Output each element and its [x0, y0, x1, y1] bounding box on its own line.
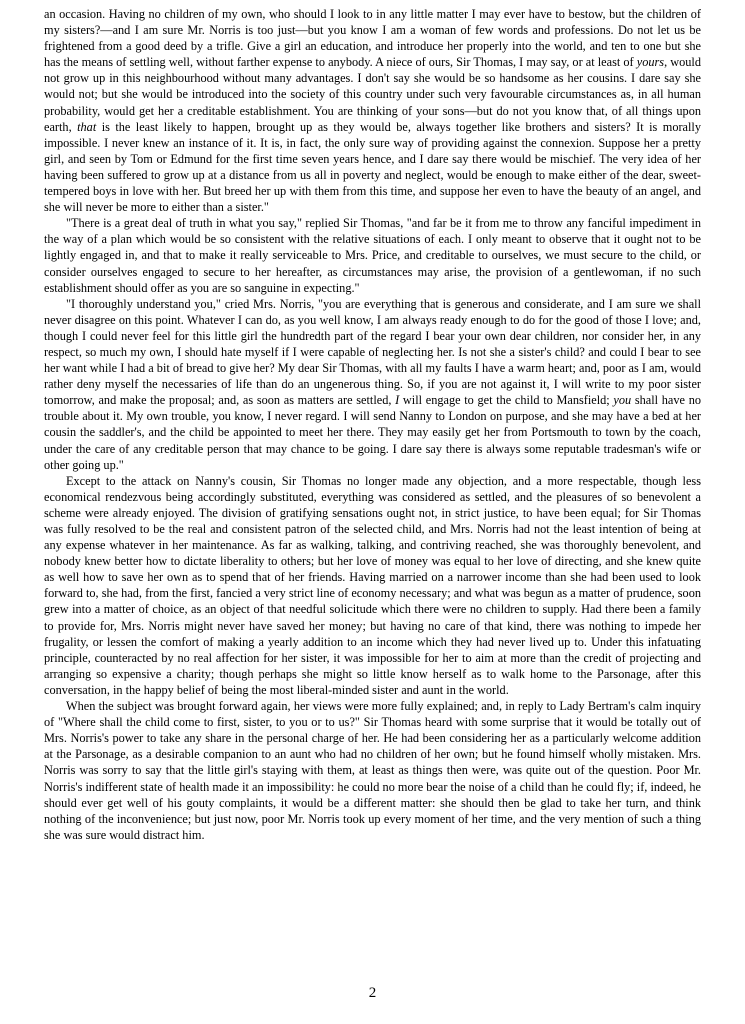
paragraph: "I thoroughly understand you," cried Mrs. Norris, "you are everything that is generous and considerate, and I am sure we shall never disagree on this point. Whatever I can do, as you well know, I am always ready enough to do for the good of those I love; and, though I could never feel for this little girl the hundredth part of the regard I bear your own dear children, nor consider her, in any respect, so much my own, I should hate myself if I were capable of neglecting her. Is not she a sister's child? and could I bear to see her want while I had a bit of bread to give her? My dear Sir Thomas, with all my faults I have a warm heart; and, poor as I am, would rather deny myself the necessaries of life than do an ungenerous thing. So, if you are not against it, I will write to my poor sister tomorrow, and make the proposal; and, as soon as matters are settled, I will engage to get the child to Mansfield; you shall have no trouble about it. My own trouble, you know, I never regard. I will send Nanny to London on purpose, and she may have a bed at her cousin the saddler's, and the child be appointed to meet her there. They may easily get her from Portsmouth to town by the coach, under the care of any creditable person that may chance to be going. I dare say there is always some reputable tradesman's wife or other going up." [44, 296, 701, 472]
page-number: 2 [368, 985, 377, 1001]
paragraph: an occasion. Having no children of my own, who should I look to in any little matter I may ever have to bestow, but the children of my sisters?—and I am sure Mr. Norris is too just—but you know I am a woman of few words and professions. Do not let us be frightened from a good deed by a trifle. Give a girl an education, and introduce her properly into the world, and ten to one but she has the means of settling well, without farther expense to anybody. A niece of ours, Sir Thomas, I may say, or at least of yours, would not grow up in this neighbourhood without many advantages. I don't say she would be so handsome as her cousins. I dare say she would not; but she would be introduced into the society of this country under such very favourable circumstances as, in all human probability, would get her a creditable establishment. You are thinking of your sons—but do not you know that, of all things upon earth, that is the least likely to happen, brought up as they would be, always together like brothers and sisters? It is morally impossible. I never knew an instance of it. It is, in fact, the only sure way of providing against the connexion. Suppose her a pretty girl, and seen by Tom or Edmund for the first time seven years hence, and I dare say there would be mischief. The very idea of her having been suffered to grow up at a distance from us all in poverty and neglect, would be enough to make either of the dear, sweet-tempered boys in love with her. But breed her up with them from this time, and suppose her even to have the beauty of an angel, and she will never be more to either than a sister." [44, 7, 701, 215]
paragraph: Except to the attack on Nanny's cousin, Sir Thomas no longer made any objection, and a more respectable, though less economical rendezvous being accordingly substituted, everything was considered as settled, and the pleasures of so benevolent a scheme were already enjoyed. The division of gratifying sensations ought not, in strict justice, to have been equal; for Sir Thomas was fully resolved to be the real and consistent patron of the selected child, and Mrs. Norris had not the least intention of being at any expense whatever in her maintenance. As far as walking, talking, and contriving reached, she was thoroughly benevolent, and nobody knew better how to dictate liberality to others; but her love of money was equal to her love of directing, and she knew quite as well how to save her own as to spend that of her friends. Having married on a narrower income than she had been used to look forward to, she had, from the first, fancied a very strict line of economy necessary; and what was begun as a matter of prudence, soon grew into a matter of choice, as an object of that needful solicitude which there were no children to supply. Had there been a family to provide for, Mrs. Norris might never have saved her money; but having no care of that kind, there was nothing to impede her frugality, or lessen the comfort of making a yearly addition to an income which they had never lived up to. Under this infatuating principle, counteracted by no real affection for her sister, it was impossible for her to aim at more than the credit of projecting and arranging so expensive a charity; though perhaps she might so little know herself as to walk home to the Parsonage, after this conversation, in the happy belief of being the most liberal-minded sister and aunt in the world. [44, 473, 701, 697]
paragraph: "There is a great deal of truth in what you say," replied Sir Thomas, "and far be it from me to throw any fanciful impediment in the way of a plan which would be so consistent with the relative situations of each. I only meant to observe that it ought not to be lightly engaged in, and that to make it really serviceable to Mrs. Price, and creditable to ourselves, we must secure to the child, or consider ourselves engaged to secure to her hereafter, as circumstances may arise, the provision of a gentlewoman, if no such establishment should offer as you are so sanguine in expecting." [44, 216, 701, 295]
paragraph: When the subject was brought forward again, her views were more fully explained; and, in reply to Lady Bertram's calm inquiry of "Where shall the child come to first, sister, to you or to us?" Sir Thomas heard with some surprise that it would be totally out of Mrs. Norris's power to take any share in the personal charge of her. He had been considering her as a particularly welcome addition at the Parsonage, as a desirable companion to an aunt who had no children of her own; but he found himself wholly mistaken. Mrs. Norris was sorry to say that the little girl's staying with them, at least as things then were, was quite out of the question. Poor Mr. Norris's indifferent state of health made it an impossibility: he could no more bear the noise of a child than he could fly; if, indeed, he should ever get well of his gouty complaints, it would be a different matter: she should then be glad to take her turn, and think nothing of the inconvenience; but just now, poor Mr. Norris took up every moment of her time, and the very mention of such a thing she was sure would distract him. [44, 699, 701, 842]
page-body [44, 6, 701, 843]
